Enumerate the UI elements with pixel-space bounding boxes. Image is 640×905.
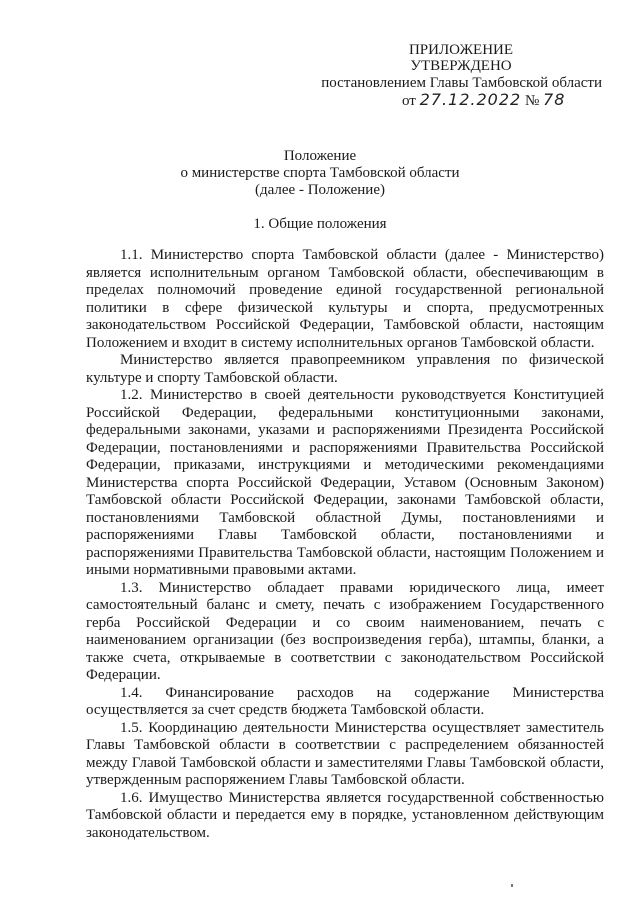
paragraph: 1.2. Министерство в своей деятельности руководствуется Конституцией Российской Федерации, федеральными конституционными законами, федеральными законами, указами и распоряжениями Президента Российской Федерации, постановлениями и распоряжениями Правительства Российской Федерации, приказами, инструкциями и методическими рекомендациями Министерства спорта Российской Федерации, Уставом (Основным Законом) Тамбовской области Российской Федерации, законами Тамбовской области, постановлениями Тамбовской областной Думы, постановлениями и распоряжениями Главы Тамбовской области, постановлениями и распоряжениями Правительства Тамбовской области, настоящим Положением и иными нормативными правовыми актами. xyxy=(86,387,604,578)
handwritten-date: 27.12.2022 xyxy=(419,90,522,109)
document-title xyxy=(0,148,640,199)
handwritten-number: 78 xyxy=(543,90,566,109)
title-line-3: (далее - Положение) xyxy=(255,182,385,198)
date-prefix: от xyxy=(402,93,416,109)
paragraph: 1.6. Имущество Министерства является государственной собственностью Тамбовской области и передается ему в порядке, установленном действующим законодательством. xyxy=(86,789,604,841)
approval-stamp xyxy=(310,42,610,109)
scan-speck xyxy=(511,884,513,887)
decree-line: постановлением Главы Тамбовской области xyxy=(321,75,602,91)
paragraph: 1.1. Министерство спорта Тамбовской области (далее - Министерство) является исполнительным органом Тамбовской области, обеспечивающим в пределах полномочий проведение единой государственной региональной политики в сфере физической культуры и спорта, предусмотренных законодательством Российской Федерации, Тамбовской области, настоящим Положением и входит в систему исполнительных органов Тамбовской области. xyxy=(86,247,604,351)
paragraph: 1.3. Министерство обладает правами юридического лица, имеет самостоятельный баланс и смету, печать с изображением Государственного герба Российской Федерации и со своим наименованием, печать с наименованием организации (без воспроизведения герба), штампы, бланки, а также счета, открываемые в соответствии с законодательством Российской Федерации. xyxy=(86,579,604,683)
number-prefix: № xyxy=(524,93,540,109)
paragraph: 1.4. Финансирование расходов на содержание Министерства осуществляется за счет средств бюджета Тамбовской области. xyxy=(86,684,604,718)
paragraph: 1.5. Координацию деятельности Министерства осуществляет заместитель Главы Тамбовской области в соответствии с распределением обязанностей между Главой Тамбовской области и заместителями Главы Тамбовской области, утвержденным распоряжением Главы Тамбовской области. xyxy=(86,719,604,788)
appendix-label: ПРИЛОЖЕНИЕ xyxy=(408,42,514,58)
title-line-1: Положение xyxy=(283,148,357,164)
title-line-2: о министерстве спорта Тамбовской области xyxy=(180,165,460,181)
paragraph: Министерство является правопреемником управления по физической культуре и спорту Тамбовской области. xyxy=(86,352,604,386)
approved-label: УТВЕРЖДЕНО xyxy=(410,58,512,74)
section-heading: 1. Общие положения xyxy=(253,216,387,232)
date-line xyxy=(310,92,610,109)
body-text xyxy=(86,247,604,842)
